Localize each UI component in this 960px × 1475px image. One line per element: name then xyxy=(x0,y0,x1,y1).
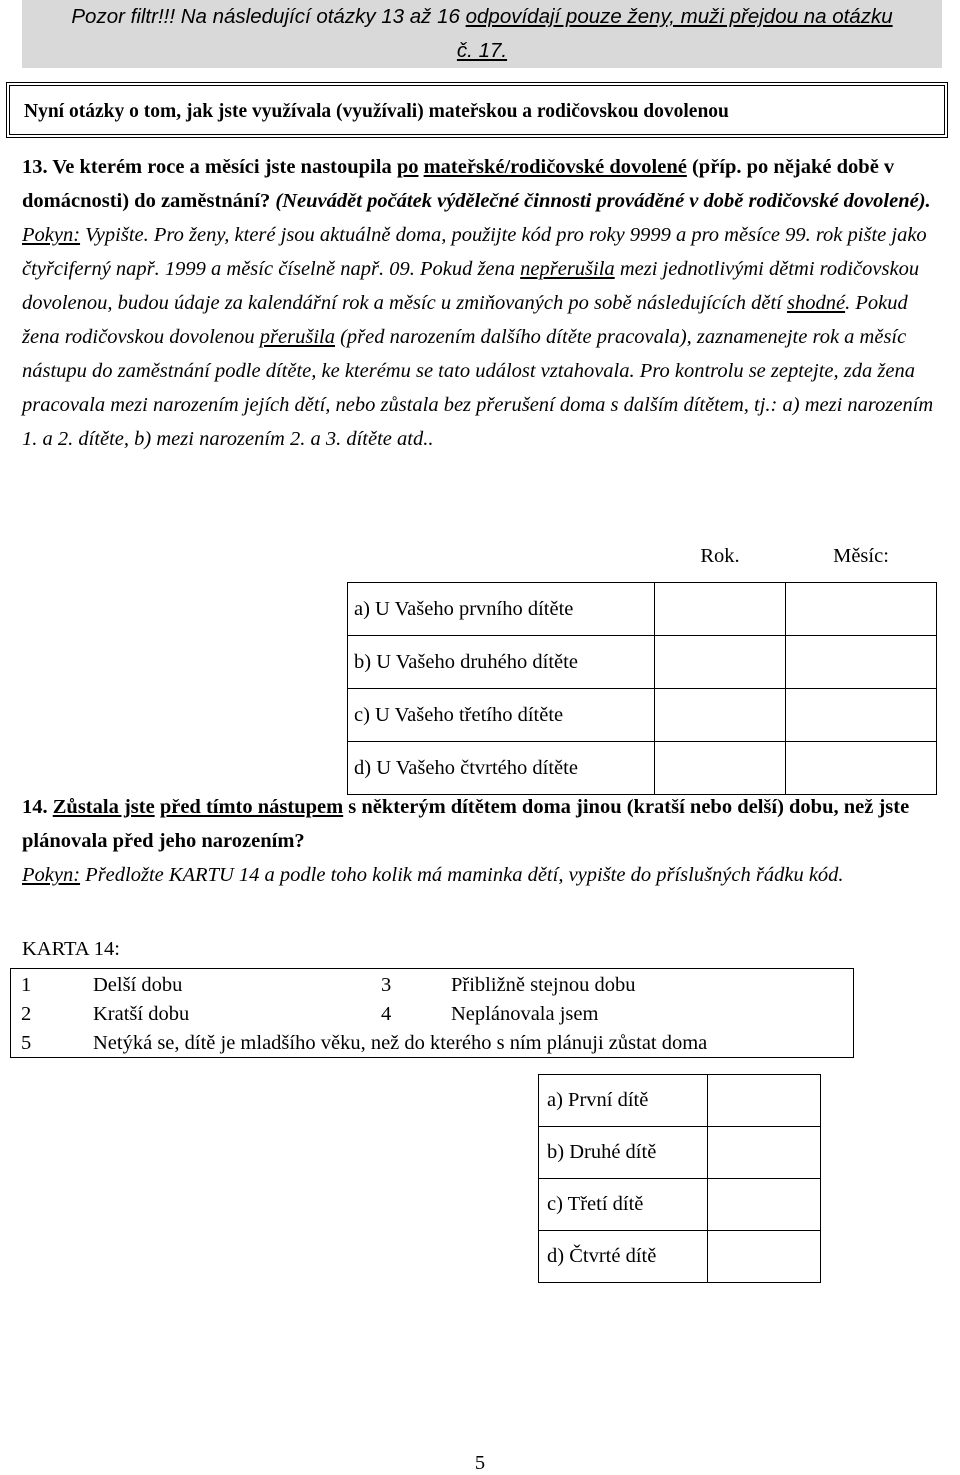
row-label: d) U Vašeho čtvrtého dítěte xyxy=(348,742,655,795)
table-row xyxy=(348,636,937,689)
row-label: c) Třetí dítě xyxy=(539,1179,708,1231)
karta-code: 1 xyxy=(21,974,32,996)
filter-note xyxy=(22,0,942,68)
table-row xyxy=(539,1075,821,1127)
q13-pokyn-label: Pokyn: xyxy=(22,224,81,246)
code-field[interactable] xyxy=(708,1127,821,1179)
karta-label: Přibližně stejnou dobu xyxy=(451,974,636,996)
table-row xyxy=(539,1231,821,1283)
q13-rest: (příp. po nějaké době v domácnosti) do zaměstnání? xyxy=(22,156,895,212)
q13-instr-2: mezi jednotlivými dětmi rodičovskou dovolenou, budou údaje za kalendářní rok a měsíc u zmiňovaných po sobě následujících dětí xyxy=(22,258,920,314)
q13-shodne: shodné xyxy=(787,292,846,314)
filter-note-text: Pozor filtr!!! Na následující otázky 13 až 16 xyxy=(71,5,466,28)
karta-code: 5 xyxy=(21,1032,32,1054)
q14-w1: Zůstala jste xyxy=(52,796,155,818)
month-field[interactable] xyxy=(786,636,937,689)
table-header-row xyxy=(348,530,937,583)
q14-answer-table xyxy=(538,1074,821,1283)
row-label: b) U Vašeho druhého dítěte xyxy=(348,636,655,689)
col-month-header: Měsíc: xyxy=(833,544,889,567)
question-14 xyxy=(22,790,942,892)
row-label: d) Čtvrté dítě xyxy=(539,1231,708,1283)
q13-instr-3: . Pokud žena rodičovskou dovolenou xyxy=(22,292,908,348)
karta-label: Neplánovala jsem xyxy=(451,1003,599,1025)
table-row xyxy=(348,689,937,742)
section-header: Nyní otázky o tom, jak jste využívala (využívali) mateřskou a rodičovskou dovolenou xyxy=(6,82,948,138)
q13-instr-4: (před narozením dalšího dítěte pracovala), zaznamenejte rok a měsíc nástupu do zaměstnání podle dítěte, ke kterému se tato událost vztahovala. Pro kontrolu se zeptejte, zda žena pracovala mezi narozením jejích dětí, nebo zůstala bez přerušení doma s dalším dítětem, tj.: a) mezi narozením 1. a 2. dítěte, b) mezi narozením 2. a 3. dítěte atd.. xyxy=(22,326,934,450)
karta-label: Kratší dobu xyxy=(93,1003,190,1025)
karta-label: Netýká se, dítě je mladšího věku, než do kterého s ním plánuji zůstat doma xyxy=(93,1032,708,1054)
table-row xyxy=(539,1179,821,1231)
month-field[interactable] xyxy=(786,742,937,795)
q14-num: 14. xyxy=(22,796,53,818)
karta-14-box xyxy=(10,968,854,1058)
q13-neprerusila: nepřerušila xyxy=(520,258,615,280)
question-13 xyxy=(22,150,942,456)
q13-po: po xyxy=(396,156,419,178)
table-row xyxy=(539,1127,821,1179)
q13-prerusila: přerušila xyxy=(259,326,335,348)
q14-w3: s některým dítětem doma jinou (kratší nebo delší) dobu, než jste plánovala před jeho narozením? xyxy=(22,796,910,852)
filter-note-target: č. 17. xyxy=(456,39,508,62)
q14-w2: před tímto nástupem xyxy=(159,796,344,818)
code-field[interactable] xyxy=(708,1179,821,1231)
q14-instr: Předložte KARTU 14 a podle toho kolik má maminka dětí, vypište do příslušných řádku kód. xyxy=(80,864,844,886)
row-label: c) U Vašeho třetího dítěte xyxy=(348,689,655,742)
row-label: a) U Vašeho prvního dítěte xyxy=(348,583,655,636)
year-field[interactable] xyxy=(655,689,786,742)
code-field[interactable] xyxy=(708,1231,821,1283)
col-year-header: Rok. xyxy=(700,544,740,567)
row-label: b) Druhé dítě xyxy=(539,1127,708,1179)
karta-code: 2 xyxy=(21,1003,32,1025)
month-field[interactable] xyxy=(786,583,937,636)
table-row xyxy=(348,583,937,636)
karta-code: 3 xyxy=(381,974,392,996)
q13-text: 13. Ve kterém roce a měsíci jste nastoupila xyxy=(22,156,397,178)
karta-label: Delší dobu xyxy=(93,974,183,996)
q13-instr-1: Vypište. Pro ženy, které jsou aktuálně doma, použijte kód pro roky 9999 a pro měsíce 99. rok pište jako čtyřciferný např. 1999 a měsíc číselně např. 09. Pokud žena xyxy=(22,224,927,280)
page-number: 5 xyxy=(474,1452,486,1474)
code-field[interactable] xyxy=(708,1075,821,1127)
filter-note-underlined: odpovídají pouze ženy, muži přejdou na otázku xyxy=(465,5,893,28)
month-field[interactable] xyxy=(786,689,937,742)
row-label: a) První dítě xyxy=(539,1075,708,1127)
q13-answer-table xyxy=(347,530,937,795)
karta-code: 4 xyxy=(381,1003,392,1025)
q14-pokyn-label: Pokyn: xyxy=(22,864,81,886)
year-field[interactable] xyxy=(655,636,786,689)
year-field[interactable] xyxy=(655,742,786,795)
karta-title: KARTA 14: xyxy=(22,938,120,960)
q13-note: (Neuvádět počátek výdělečné činnosti prováděné v době rodičovské dovolené). xyxy=(275,190,931,212)
q13-leave: mateřské/rodičovské dovolené xyxy=(423,156,687,178)
table-row xyxy=(348,742,937,795)
year-field[interactable] xyxy=(655,583,786,636)
